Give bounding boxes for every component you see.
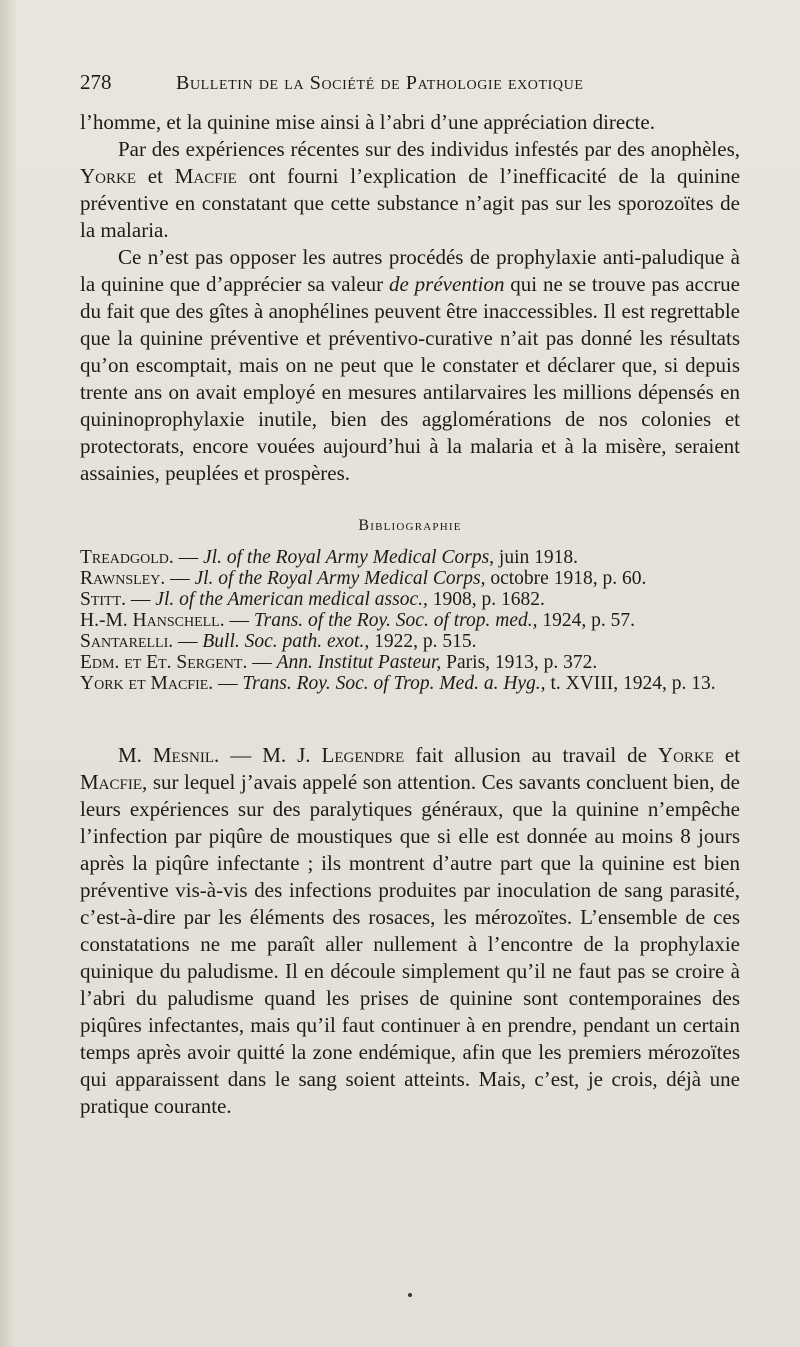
bib-author: Santarelli. [80,631,174,652]
page-number: 278 [80,70,112,94]
bib-dash: — [173,547,204,568]
discussion-text-a: — M. J. [230,743,311,767]
discussion-text-g: sur lequel j’avais appelé son attention. Ces savants concluent bien, de leurs expériences sur des paralytiques généraux, que la quinine n’empêche l’infection par piqûre de moustiques que si elle est donnée au moins 8 jours après la piqûre infectante ; ils montrent d’autre part que la quinine est bien préventive vis-à-vis des infections produites par inoculation de sang parasité, c’est-à-dire par les éléments des rosaces, les mérozoïtes. L’ensemble de ces constatations ne me paraît aller nullement à l’encontre de la prophylaxie quinique du paludisme. Il en découle simplement qu’il ne faut pas se croire à l’abri du paludisme quand les prises de quinine sont contemporaines des piqûres infectantes, mais qu’il faut continuer à en prendre, pendant un certain temps après avoir quitté la zone endémique, afin que les premiers mérozoïtes qui apparaissent dans le sang soient atteints. Mais, c’est, je crois, déjà une pratique courante. [80,770,740,1118]
bibliography-entry [80,610,740,631]
paragraph-1: l’homme, et la quinine mise ainsi à l’abri d’une appréciation directe. [80,110,655,134]
bib-dash: — [126,589,156,610]
bibliography-entry [80,568,740,589]
bib-journal: Jl. of the Royal Army Medical Corps, [203,547,495,568]
bibliography-entry [80,589,740,610]
paragraph-3-text-a: Ce n’est pas opposer les autres procédés de prophylaxie anti-paludique à la quinine que d’apprécier sa valeur [80,245,740,296]
bib-journal: Jl. of the American medical assoc., [155,589,428,610]
author-yorke: Yorke [657,743,714,767]
speaker-name: M. Mesnil. [118,743,220,767]
discussion-paragraph [80,742,740,1120]
author-macfie: Macfie, [80,770,148,794]
bib-dash: — [173,631,203,652]
bibliography-entry [80,547,740,568]
bib-author: Treadgold. [80,547,174,568]
bibliography-title: Bibliographie [358,517,462,534]
ink-speck [408,1293,412,1297]
bib-details: 1922, p. 515. [369,631,477,652]
bib-author: H.-M. Hanschell. [80,610,225,631]
paragraph-3-italic: de prévention [389,272,505,296]
paragraph-2 [80,136,740,244]
author-macfie: Macfie [174,164,237,188]
bib-details: juin 1918. [494,547,579,568]
paragraph-2-text-e: ont fourni l’explication de l’inefficacité de la quinine préventive en constatant que cette substance n’agit pas sur les sporozoïtes de la malaria. [80,164,741,242]
paragraph-2-text-a: Par des expériences récentes sur des individus infestés par des anophèles, [118,137,740,161]
author-yorke: Yorke [80,164,136,188]
bib-details: t. XVIII, 1924, p. 13. [545,673,716,694]
bib-journal: Jl. of the Royal Army Medical Corps, [194,568,486,589]
bibliography-entry [80,673,740,694]
bib-dash: — [224,610,254,631]
bibliography-entry [80,652,740,673]
bib-journal: Trans. of the Roy. Soc. of trop. med., [253,610,538,631]
discussion-text-e: et [724,743,741,767]
bib-journal: Bull. Soc. path. exot., [202,631,370,652]
bib-details: octobre 1918, p. 60. [485,568,647,589]
bib-details: 1908, p. 1682. [427,589,545,610]
bib-dash: — [213,673,243,694]
page-spine-shadow [0,0,16,1347]
running-title: Bulletin de la Société de Pathologie exotique [176,72,584,94]
paragraph-2-text-c: et [147,164,163,188]
bib-dash: — [247,652,277,673]
paragraph-3-text-c: qui ne se trouve pas accrue du fait que des gîtes à anophélines peuvent être inaccessibles. Il est regrettable que la quinine préventive et préventivo-curative n’ait pas donné les résultats qu’on escomptait, mais on ne peut que le constater et déclarer que, si depuis trente ans on avait employé en mesures antilarvaires les millions dépensés en quininoprophylaxie inutile, bien des agglomérations de nos colonies et protectorats, encore vouées aujourd’hui à la malaria et à la misère, seraient assainies, peuplées et prospères. [80,272,740,485]
bib-author: Edm. et Et. Sergent. [80,652,248,673]
paragraph-3 [80,244,740,487]
bib-author: York et Macfie. [80,673,214,694]
page-header [80,70,740,95]
bib-author: Rawnsley. [80,568,166,589]
author-legendre: Legendre [321,743,405,767]
section-spacer [80,694,740,742]
bib-details: 1924, p. 57. [537,610,636,631]
bibliography-entry [80,631,740,652]
discussion-text-c: fait allusion au travail de [415,743,647,767]
bib-details: Paris, 1913, p. 372. [441,652,598,673]
bib-dash: — [165,568,195,589]
bibliography-list [80,547,740,694]
bib-journal: Ann. Institut Pasteur, [276,652,442,673]
bib-journal: Trans. Roy. Soc. of Trop. Med. a. Hyg., [242,673,546,694]
bib-author: Stitt. [80,589,127,610]
